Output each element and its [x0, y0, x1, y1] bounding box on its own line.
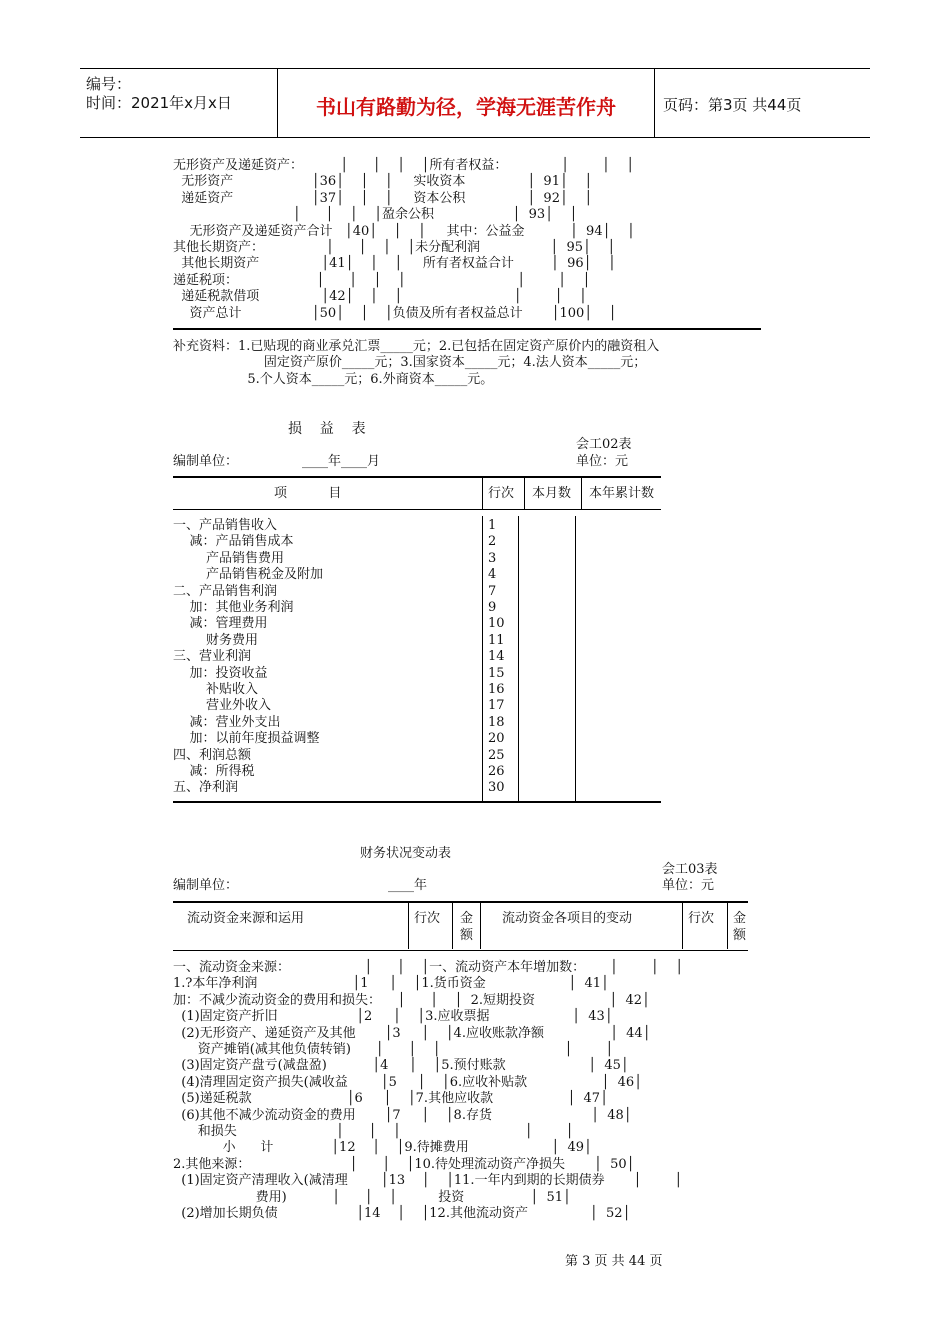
income-row-item: 产品销售费用	[173, 550, 285, 566]
fund-col-divider	[408, 903, 409, 949]
balance-sheet-line: 递延资产 │37│ │ │ 资本公积 │ 92│ │	[173, 190, 593, 206]
fund-col-left-amt1: 金	[460, 911, 474, 926]
balance-sheet-line: 递延税项： │ │ │ │ │ │ │	[173, 272, 591, 288]
income-col-divider	[482, 478, 483, 509]
income-row-no: 30	[488, 780, 505, 796]
balance-sheet-line: 资产总计 │50│ │ │负债及所有者权益总计 │100│ │	[173, 305, 617, 321]
income-col-divider	[524, 478, 525, 509]
fund-col-right-amt2: 额	[733, 928, 747, 943]
income-row-no: 25	[488, 747, 505, 763]
fund-statement-line: (5)递延税款 │6 │ │7.其他应收款 │ 47│	[173, 1091, 608, 1107]
income-col-no: 行次	[488, 486, 515, 501]
income-col-divider	[482, 516, 483, 801]
fund-col-divider	[480, 903, 481, 949]
income-row-item: 加：以前年度损益调整	[173, 731, 320, 747]
balance-sheet-line: 其他长期资产： │ │ │ │未分配利润 │ 95│ │	[173, 240, 616, 255]
income-row-no: 26	[488, 764, 505, 779]
income-row-no: 20	[488, 731, 505, 747]
fund-statement-title: 财务状况变动表	[360, 846, 452, 861]
fund-statement-line: (4)清理固定资产损失(减收益 │5 │ │6.应收补贴款 │ 46│	[173, 1074, 642, 1090]
page-header	[80, 68, 870, 138]
balance-sheet-line: 无形资产及递延资产合计 │40│ │ │ 其中：公益金 │ 94│ │	[173, 223, 635, 239]
income-row-no: 4	[488, 567, 497, 583]
fund-statement-line: 加：不减少流动资金的费用和损失： │ │ │ 2.短期投资 │ 42│	[173, 992, 650, 1008]
income-row-item: 减：营业外支出	[173, 714, 281, 730]
income-row-item: 营业外收入	[173, 698, 272, 714]
number-label: 编号：	[86, 75, 132, 93]
fund-form-no: 会工03表	[662, 862, 718, 877]
fund-col-right-item: 流动资金各项目的变动	[502, 911, 633, 926]
income-currency: 单位：元	[576, 454, 629, 469]
balance-sheet-line: 其他长期资产 │41│ │ │ 所有者权益合计 │ 96│ │	[173, 256, 616, 272]
fund-statement-line: (1)固定资产折旧 │2 │ │3.应收票据 │ 43│	[173, 1009, 613, 1025]
balance-sheet-line: 递延税款借项 │42│ │ │ │ │ │	[173, 289, 587, 305]
fund-col-left-amt2: 额	[460, 928, 474, 943]
balance-sheet-bottom-rule	[173, 328, 761, 330]
income-row-item: 二、产品销售利润	[173, 583, 278, 599]
income-row-item: 加：投资收益	[173, 665, 268, 681]
income-col-month: 本月数	[532, 486, 572, 501]
header-page-cell	[655, 69, 870, 137]
fund-col-left-no: 行次	[414, 911, 441, 926]
income-row-no: 18	[488, 714, 505, 730]
income-row-no: 10	[488, 616, 505, 632]
income-header-rule	[173, 509, 661, 510]
fund-col-divider	[682, 903, 683, 949]
fund-top-rule	[173, 901, 748, 903]
income-col-divider	[518, 516, 519, 801]
fund-statement-line: 和损失 │ │ │ │ │	[173, 1124, 574, 1139]
income-row-no: 2	[488, 534, 497, 550]
header-meta-cell	[80, 69, 278, 137]
fund-statement-line: 小 计 │12 │ │9.待摊费用 │ 49│	[173, 1140, 592, 1156]
income-row-item: 减：所得税	[173, 764, 255, 779]
fund-statement-line: (1)固定资产清理收入(减清理 │13 │ │11.一年内到期的长期债券 │ │	[173, 1173, 683, 1189]
fund-col-right-amt1: 金	[733, 911, 747, 926]
income-row-item: 减：管理费用	[173, 616, 268, 632]
fund-statement-line: 1.?本年净利润 │1 │ │1.货币资金 │ 41│	[173, 976, 609, 992]
income-bottom-rule	[173, 801, 661, 803]
fund-col-left-item: 流动资金来源和运用	[187, 911, 305, 926]
fund-statement-line: (2)增加长期负债 │14 │ │12.其他流动资产 │ 52│	[173, 1206, 631, 1221]
date-label: 时间：2021年x月x日	[86, 94, 232, 112]
income-unit-label: 编制单位：	[173, 454, 239, 469]
income-row-item: 补贴收入	[173, 682, 259, 697]
supplement-line: 5.个人资本_____元；6.外商资本_____元。	[173, 371, 494, 387]
income-col-divider	[575, 516, 576, 801]
fund-statement-line: 2.其他来源： │ │ │10.待处理流动资产净损失 │ 50│	[173, 1156, 635, 1172]
fund-col-right-no: 行次	[688, 911, 715, 926]
income-row-item: 加：其他业务利润	[173, 600, 294, 615]
income-row-item: 产品销售税金及附加	[173, 567, 324, 583]
supplement-line: 固定资产原价_____元；3.国家资本_____元；4.法人资本_____元；	[173, 355, 647, 371]
fund-statement-line: 资产摊销(减其他负债转销) │ │ │ │ │	[173, 1042, 614, 1057]
income-row-item: 三、营业利润	[173, 649, 252, 665]
supplement-line: 补充资料：1.已贴现的商业承兑汇票_____元；2.已包括在固定资产原价内的融资租入	[173, 339, 660, 354]
income-row-no: 17	[488, 698, 505, 714]
income-period: ____年____月	[302, 454, 381, 469]
income-col-year: 本年累计数	[589, 486, 655, 501]
fund-col-divider	[727, 903, 728, 949]
income-col-item: 项 目	[274, 486, 342, 501]
balance-sheet-line: 无形资产 │36│ │ │ 实收资本 │ 91│ │	[173, 174, 593, 190]
income-row-no: 3	[488, 550, 497, 566]
fund-currency: 单位：元	[662, 878, 715, 893]
fund-statement-line: (3)固定资产盘亏(减盘盈) │4 │ │5.预付账款 │ 45│	[173, 1058, 629, 1074]
page-label: 页码：第3页 共44页	[663, 96, 802, 114]
balance-sheet-line: │ │ │ │盈余公积 │ 93│ │	[173, 207, 578, 223]
income-statement-title: 损 益 表	[288, 421, 366, 437]
income-row-item: 减：产品销售成本	[173, 534, 294, 550]
income-col-divider	[581, 478, 582, 509]
income-row-no: 9	[488, 600, 497, 615]
income-row-no: 11	[488, 632, 505, 648]
motto-text: 书山有路勤为径，学海无涯苦作舟	[316, 95, 616, 119]
income-row-item: 财务费用	[173, 632, 259, 648]
income-row-no: 7	[488, 583, 497, 599]
income-row-no: 14	[488, 649, 505, 665]
income-row-item: 五、净利润	[173, 780, 239, 796]
income-row-no: 15	[488, 665, 505, 681]
fund-header-rule	[173, 950, 748, 951]
fund-statement-line: 一、流动资金来源： │ │ │一、流动资产本年增加数： │ │ │	[173, 960, 684, 975]
fund-unit-label: 编制单位：	[173, 878, 239, 893]
header-motto-cell	[278, 69, 655, 137]
income-row-no: 16	[488, 682, 505, 697]
balance-sheet-line: 无形资产及递延资产： │ │ │ │所有者权益： │ │ │	[173, 158, 635, 173]
fund-col-divider	[452, 903, 453, 949]
income-form-no: 会工02表	[576, 437, 632, 452]
income-row-item: 四、利润总额	[173, 747, 252, 763]
fund-period: ____年	[388, 878, 428, 893]
income-row-item: 一、产品销售收入	[173, 518, 278, 533]
income-row-no: 1	[488, 518, 497, 533]
fund-statement-line: (6)其他不减少流动资金的费用 │7 │ │8.存货 │ 48│	[173, 1107, 632, 1123]
income-top-rule	[173, 476, 661, 478]
page-footer: 第 3 页 共 44 页	[565, 1254, 663, 1269]
fund-statement-line: 费用) │ │ │ 投资 │ 51│	[173, 1189, 571, 1205]
fund-statement-line: (2)无形资产、递延资产及其他 │3 │ │4.应收账款净额 │ 44│	[173, 1025, 651, 1041]
